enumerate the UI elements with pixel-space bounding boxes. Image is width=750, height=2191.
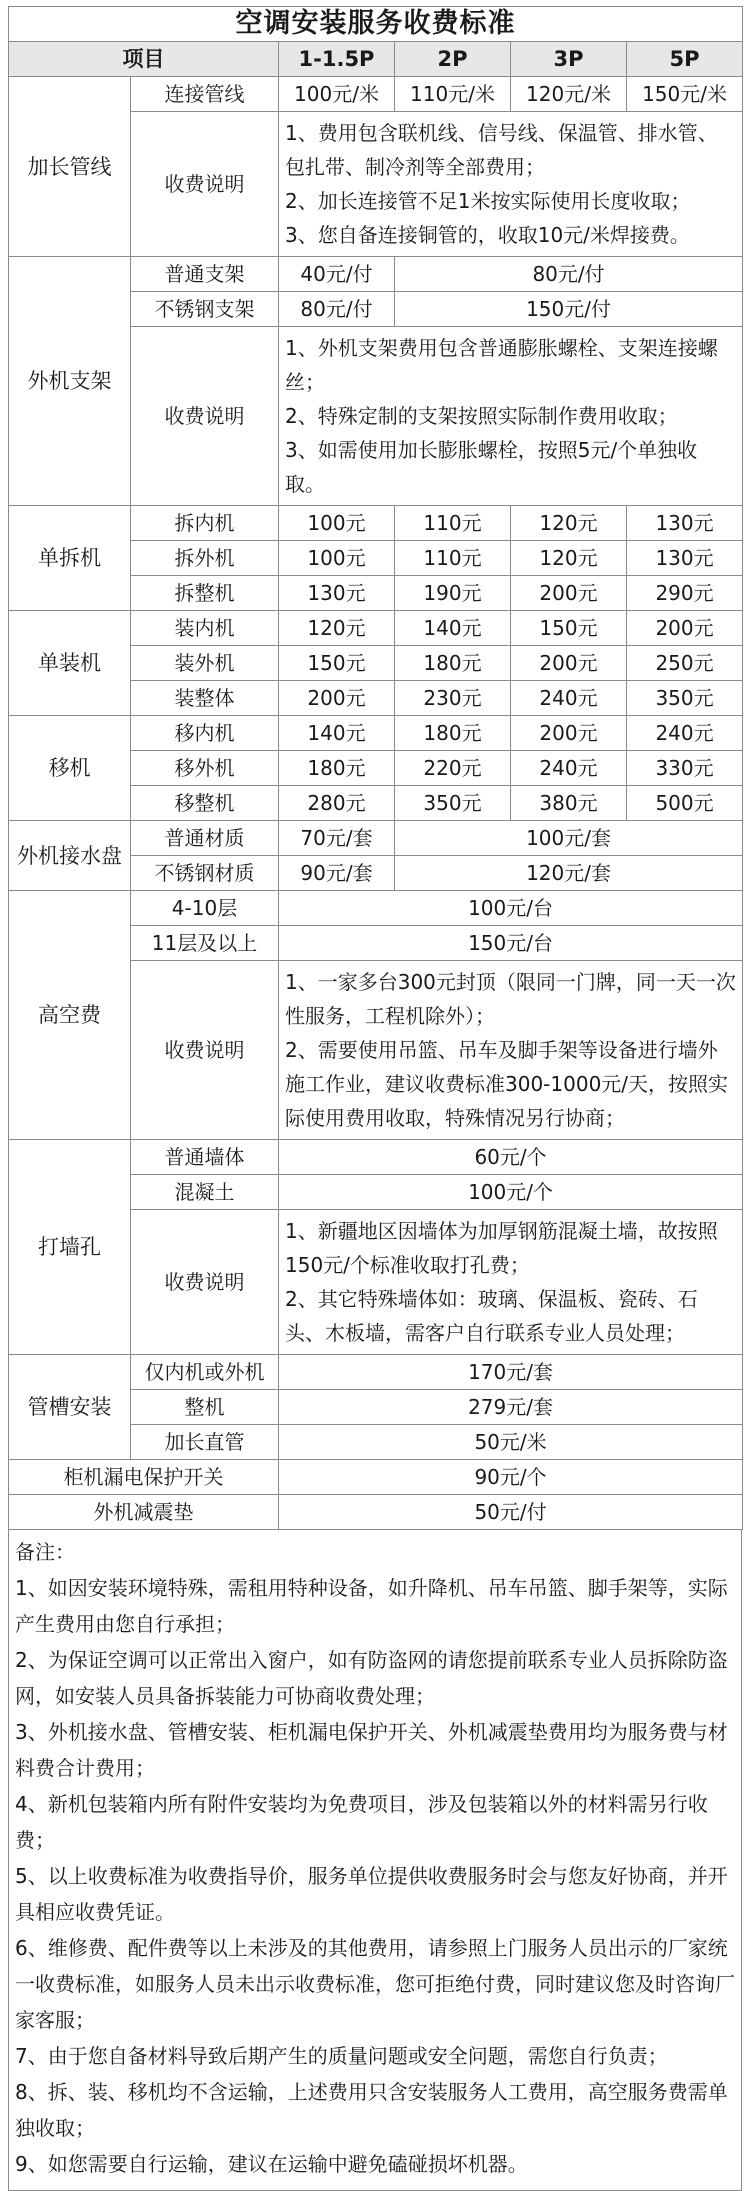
notes-section: [8, 1530, 742, 2191]
price-cell: 120元/米: [511, 77, 627, 112]
table-row: [9, 1460, 743, 1495]
price-cell: 100元/米: [279, 77, 395, 112]
price-cell: 350元: [395, 786, 511, 821]
price-cell: 50元/付: [279, 1495, 743, 1530]
item-label: 拆外机: [131, 541, 279, 576]
category-relocate: 移机: [9, 716, 131, 821]
category-wall-hole: 打墙孔: [9, 1140, 131, 1355]
table-row: [9, 1495, 743, 1530]
item-label: 装外机: [131, 646, 279, 681]
price-cell: 110元/米: [395, 77, 511, 112]
item-label: 整机: [131, 1390, 279, 1425]
fee-table: [8, 6, 743, 1530]
price-cell: 100元: [279, 506, 395, 541]
table-row: [9, 506, 743, 541]
item-label: 混凝土: [131, 1175, 279, 1210]
item-label: 仅内机或外机: [131, 1355, 279, 1390]
category-uninstall: 单拆机: [9, 506, 131, 611]
price-cell: 200元: [511, 576, 627, 611]
table-row: [9, 891, 743, 926]
price-cell: 130元: [279, 576, 395, 611]
note-item: 6、维修费、配件费等以上未涉及的其他费用，请参照上门服务人员出示的厂家统一收费标准，如服务人员未出示收费标准，您可拒绝付费，同时建议您及时咨询厂家客服；: [15, 1936, 735, 2032]
note-item: 8、拆、装、移机均不含运输，上述费用只含安装服务人工费用，高空服务费需单独收取；: [15, 2080, 728, 2140]
table-row: [9, 257, 743, 292]
price-cell: 170元/套: [279, 1355, 743, 1390]
fee-standard-sheet: [8, 6, 742, 2191]
price-cell: 240元: [511, 751, 627, 786]
desc-line: 1、费用包含联机线、信号线、保温管、排水管、包扎带、制冷剂等全部费用；: [285, 121, 718, 179]
price-cell: 90元/套: [279, 856, 395, 891]
desc-line: 3、如需使用加长膨胀螺栓，按照5元/个单独收取。: [285, 438, 698, 496]
price-cell: 60元/个: [279, 1140, 743, 1175]
price-cell: 70元/套: [279, 821, 395, 856]
item-label: 移整机: [131, 786, 279, 821]
header-3p: 3P: [511, 42, 627, 77]
price-cell: 80元/付: [395, 257, 743, 292]
price-cell: 280元: [279, 786, 395, 821]
note-item: 4、新机包装箱内所有附件安装均为免费项目，涉及包装箱以外的材料需另行收费；: [15, 1792, 708, 1852]
price-cell: 150元/付: [395, 292, 743, 327]
price-cell: 290元: [627, 576, 743, 611]
price-cell: 40元/付: [279, 257, 395, 292]
price-cell: 100元/台: [279, 891, 743, 926]
price-cell: 250元: [627, 646, 743, 681]
price-cell: 90元/个: [279, 1460, 743, 1495]
price-cell: 200元: [511, 716, 627, 751]
price-cell: 100元/个: [279, 1175, 743, 1210]
table-row: [9, 1140, 743, 1175]
price-cell: 180元: [279, 751, 395, 786]
note-item: 1、如因安装环境特殊，需租用特种设备，如升降机、吊车吊篮、脚手架等，实际产生费用由您自行承担；: [15, 1576, 728, 1636]
price-cell: 50元/米: [279, 1425, 743, 1460]
table-row: [9, 77, 743, 112]
price-cell: 240元: [627, 716, 743, 751]
desc-label: 收费说明: [131, 112, 279, 257]
desc-line: 2、其它特殊墙体如：玻璃、保温板、瓷砖、石头、木板墙，需客户自行联系专业人员处理；: [285, 1287, 698, 1345]
price-cell: 140元: [395, 611, 511, 646]
price-cell: 200元: [279, 681, 395, 716]
table-row: [9, 1355, 743, 1390]
price-cell: 150元: [279, 646, 395, 681]
note-item: 9、如您需要自行运输，建议在运输中避免磕碰损坏机器。: [15, 2152, 528, 2176]
header-item: 项目: [9, 42, 279, 77]
table-header-row: [9, 42, 743, 77]
desc-line: 1、外机支架费用包含普通膨胀螺栓、支架连接螺丝；: [285, 336, 718, 394]
price-cell: 120元/套: [395, 856, 743, 891]
desc-label: 收费说明: [131, 1210, 279, 1355]
price-cell: 120元: [279, 611, 395, 646]
price-cell: 150元/米: [627, 77, 743, 112]
price-cell: 130元: [627, 541, 743, 576]
desc-line: 2、需要使用吊篮、吊车及脚手架等设备进行墙外施工作业，建议收费标准300-1000元/天，按照实际使用费用收取，特殊情况另行协商；: [285, 1038, 729, 1130]
item-label: 外机减震垫: [9, 1495, 279, 1530]
header-5p: 5P: [627, 42, 743, 77]
table-row: [9, 611, 743, 646]
price-cell: 200元: [511, 646, 627, 681]
header-1-1.5p: 1-1.5P: [279, 42, 395, 77]
price-cell: 100元: [279, 541, 395, 576]
desc-label: 收费说明: [131, 327, 279, 506]
fee-description: [279, 112, 743, 257]
category-extension-pipe: 加长管线: [9, 77, 131, 257]
price-cell: 279元/套: [279, 1390, 743, 1425]
price-cell: 230元: [395, 681, 511, 716]
price-cell: 140元: [279, 716, 395, 751]
note-item: 5、以上收费标准为收费指导价，服务单位提供收费服务时会与您友好协商，并开具相应收费凭证。: [15, 1864, 728, 1924]
desc-line: 1、一家多台300元封顶（限同一门牌，同一天一次性服务，工程机除外）；: [285, 970, 736, 1028]
item-label: 装整体: [131, 681, 279, 716]
desc-line: 3、您自备连接铜管的，收取10元/米焊接费。: [285, 223, 690, 247]
item-label: 不锈钢支架: [131, 292, 279, 327]
price-cell: 220元: [395, 751, 511, 786]
table-row: [9, 716, 743, 751]
item-label: 移内机: [131, 716, 279, 751]
note-item: 7、由于您自备材料导致后期产生的质量问题或安全问题，需您自行负责；: [15, 2044, 668, 2068]
item-label: 4-10层: [131, 891, 279, 926]
price-cell: 180元: [395, 716, 511, 751]
price-cell: 150元: [511, 611, 627, 646]
price-cell: 190元: [395, 576, 511, 611]
price-cell: 240元: [511, 681, 627, 716]
category-bracket: 外机支架: [9, 257, 131, 506]
price-cell: 120元: [511, 506, 627, 541]
item-label: 加长直管: [131, 1425, 279, 1460]
fee-description: [279, 961, 743, 1140]
item-label: 装内机: [131, 611, 279, 646]
price-cell: 110元: [395, 541, 511, 576]
category-trunking: 管槽安装: [9, 1355, 131, 1460]
price-cell: 110元: [395, 506, 511, 541]
price-cell: 150元/台: [279, 926, 743, 961]
item-label: 11层及以上: [131, 926, 279, 961]
desc-line: 2、特殊定制的支架按照实际制作费用收取；: [285, 404, 678, 428]
note-item: 2、为保证空调可以正常出入窗户，如有防盗网的请您提前联系专业人员拆除防盗网，如安装人员具备拆装能力可协商收费处理；: [15, 1648, 728, 1708]
item-label: 拆内机: [131, 506, 279, 541]
price-cell: 130元: [627, 506, 743, 541]
price-cell: 500元: [627, 786, 743, 821]
category-install: 单装机: [9, 611, 131, 716]
category-high-altitude: 高空费: [9, 891, 131, 1140]
price-cell: 120元: [511, 541, 627, 576]
price-cell: 350元: [627, 681, 743, 716]
page-title: 空调安装服务收费标准: [9, 7, 743, 42]
category-drip-tray: 外机接水盘: [9, 821, 131, 891]
desc-label: 收费说明: [131, 961, 279, 1140]
desc-line: 1、新疆地区因墙体为加厚钢筋混凝土墙，故按照150元/个标准收取打孔费；: [285, 1219, 718, 1277]
desc-line: 2、加长连接管不足1米按实际使用长度收取；: [285, 189, 691, 213]
item-label: 连接管线: [131, 77, 279, 112]
item-label: 普通墙体: [131, 1140, 279, 1175]
item-label: 柜机漏电保护开关: [9, 1460, 279, 1495]
price-cell: 180元: [395, 646, 511, 681]
item-label: 不锈钢材质: [131, 856, 279, 891]
item-label: 普通支架: [131, 257, 279, 292]
fee-description: [279, 1210, 743, 1355]
price-cell: 100元/套: [395, 821, 743, 856]
item-label: 移外机: [131, 751, 279, 786]
header-2p: 2P: [395, 42, 511, 77]
price-cell: 380元: [511, 786, 627, 821]
notes-label: 备注：: [15, 1540, 75, 1564]
price-cell: 330元: [627, 751, 743, 786]
table-row: [9, 821, 743, 856]
price-cell: 80元/付: [279, 292, 395, 327]
price-cell: 200元: [627, 611, 743, 646]
fee-description: [279, 327, 743, 506]
note-item: 3、外机接水盘、管槽安装、柜机漏电保护开关、外机减震垫费用均为服务费与材料费合计费用；: [15, 1720, 728, 1780]
item-label: 拆整机: [131, 576, 279, 611]
item-label: 普通材质: [131, 821, 279, 856]
